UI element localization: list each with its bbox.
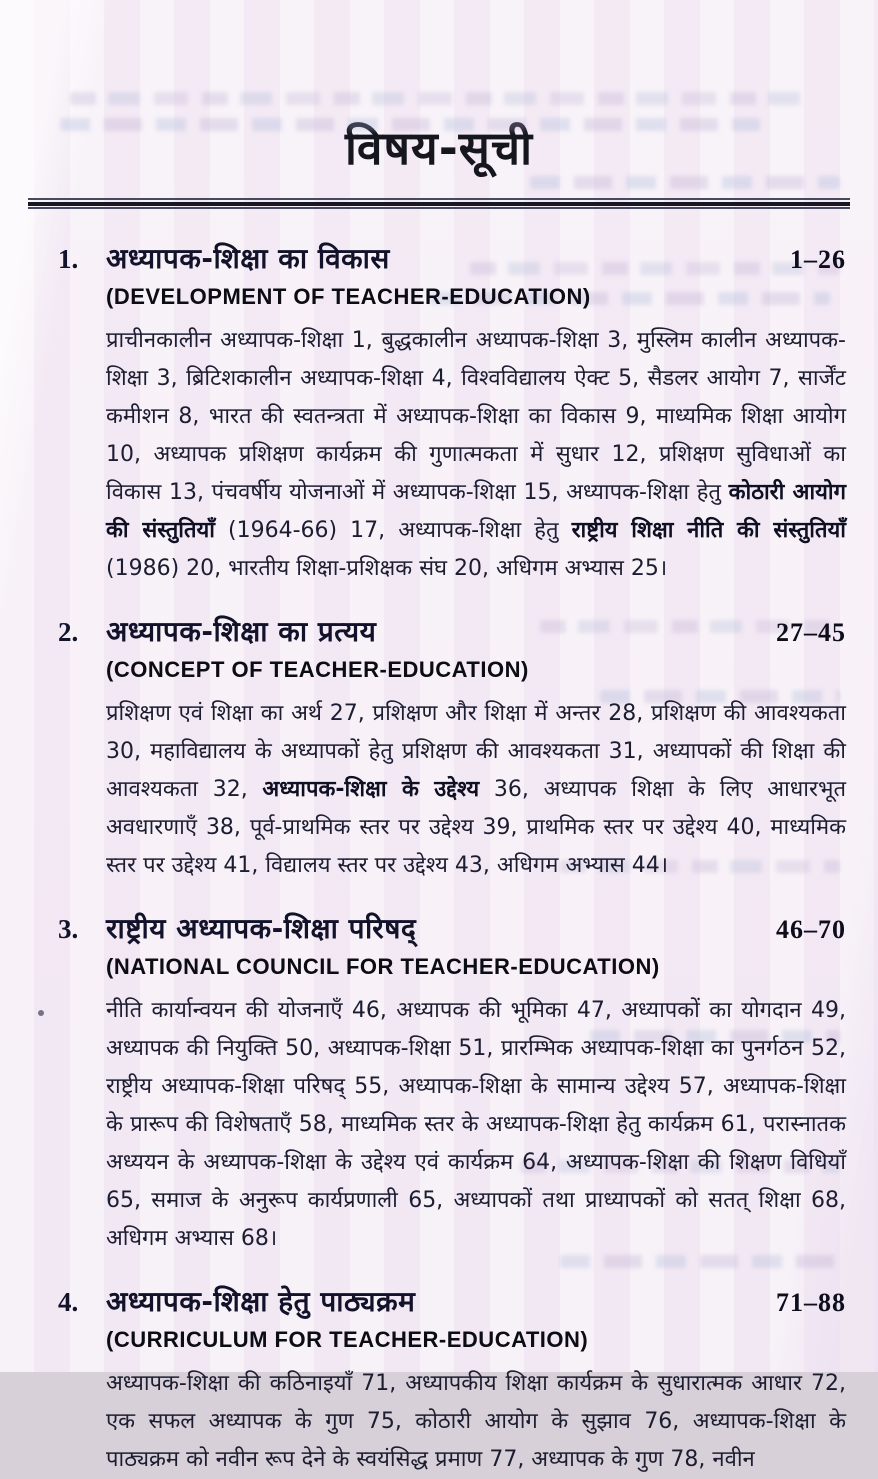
title-divider xyxy=(28,198,850,209)
entry-title-english: (CURRICULUM FOR TEACHER-EDUCATION) xyxy=(106,1327,589,1352)
toc-entry xyxy=(58,239,846,588)
entry-number: 1. xyxy=(58,244,79,274)
entry-description: अध्यापक-शिक्षा की कठिनाइयाँ 71, अध्यापकीय शिक्षा कार्यक्रम के सुधारात्मक आधार 72, एक सफल अध्यापक के गुण 75, कोठारी आयोग के सुझाव 76, अध्यापक-शिक्षा के पाठ्यक्रम को नवीन रूप देने के स्वयंसिद्ध प्रमाण 77, अध्यापक के गुण 78, नवीन xyxy=(106,1371,846,1472)
entry-page-range: 71–88 xyxy=(776,1288,846,1317)
entry-title-hindi: अध्यापक-शिक्षा का प्रत्यय xyxy=(106,615,377,648)
toc-entry-head xyxy=(58,909,846,947)
table-of-contents xyxy=(58,239,846,1479)
entry-description: प्राचीनकालीन अध्यापक-शिक्षा 1, बुद्धकालीन अध्यापक-शिक्षा 3, मुस्लिम कालीन अध्यापक-शिक्षा 3, ब्रिटिशकालीन अध्यापक-शिक्षा 4, विश्वविद्यालय ऐक्ट 5, सैडलर आयोग 7, सार्जेंट कमीशन 8, भारत की स्वतन्त्रता में अध्यापक-शिक्षा का विकास 9, माध्यमिक शिक्षा आयोग 10, अध्यापक प्रशिक्षण कार्यक्रम की गुणात्मकता में सुधार 12, प्रशिक्षण सुविधाओं का विकास 13, पंचवर्षीय योजनाओं में अध्यापक-शिक्षा 15, अध्यापक-शिक्षा हेतु कोठारी आयोग की संस्तुतियाँ (1964-66) 17, अध्यापक-शिक्षा हेतु राष्ट्रीय शिक्षा नीति की संस्तुतियाँ (1986) 20, भारतीय शिक्षा-प्रशिक्षक संघ 20, अधिगम अभ्यास 25। xyxy=(106,328,847,581)
entry-number: 2. xyxy=(58,617,79,647)
toc-entry-head xyxy=(58,1282,846,1320)
entry-title-english: (DEVELOPMENT OF TEACHER-EDUCATION) xyxy=(106,284,591,309)
entry-page-range: 1–26 xyxy=(790,245,846,274)
entry-title-hindi: अध्यापक-शिक्षा हेतु पाठ्यक्रम xyxy=(106,1285,416,1318)
entry-number: 3. xyxy=(58,914,79,944)
toc-entry-head xyxy=(58,239,846,277)
toc-entry-head xyxy=(58,612,846,650)
entry-title-hindi: राष्ट्रीय अध्यापक-शिक्षा परिषद् xyxy=(106,912,417,945)
page-title: विषय-सूची xyxy=(344,121,534,175)
entry-description: प्रशिक्षण एवं शिक्षा का अर्थ 27, प्रशिक्षण और शिक्षा में अन्तर 28, प्रशिक्षण की आवश्यकता 30, महाविद्यालय के अध्यापकों हेतु प्रशिक्षण की आवश्यकता 31, अध्यापकों की शिक्षा की आवश्यकता 32, अध्यापक-शिक्षा के उद्देश्य 36, अध्यापक शिक्षा के लिए आधारभूत अवधारणाएँ 38, पूर्व-प्राथमिक स्तर पर उद्देश्य 39, प्राथमिक स्तर पर उद्देश्य 40, माध्यमिक स्तर पर उद्देश्य 41, विद्यालय स्तर पर उद्देश्य 43, अधिगम अभ्यास 44। xyxy=(106,701,846,878)
entry-title-hindi: अध्यापक-शिक्षा का विकास xyxy=(106,242,390,275)
entry-page-range: 46–70 xyxy=(776,915,846,944)
entry-title-english: (NATIONAL COUNCIL FOR TEACHER-EDUCATION) xyxy=(106,954,660,979)
entry-title-english: (CONCEPT OF TEACHER-EDUCATION) xyxy=(106,657,529,682)
entry-page-range: 27–45 xyxy=(776,618,846,647)
toc-entry xyxy=(58,909,846,1258)
entry-number: 4. xyxy=(58,1287,79,1317)
toc-entry xyxy=(58,612,846,885)
ink-speck xyxy=(38,1010,44,1016)
entry-description: नीति कार्यान्वयन की योजनाएँ 46, अध्यापक की भूमिका 47, अध्यापकों का योगदान 49, अध्यापक की नियुक्ति 50, अध्यापक-शिक्षा 51, प्रारम्भिक अध्यापक-शिक्षा का पुनर्गठन 52, राष्ट्रीय अध्यापक-शिक्षा परिषद् 55, अध्यापक-शिक्षा के सामान्य उद्देश्य 57, अध्यापक-शिक्षा के प्रारूप की विशेषताएँ 58, माध्यमिक स्तर के अध्यापक-शिक्षा हेतु कार्यक्रम 61, परास्नातक अध्ययन के अध्यापक-शिक्षा के उद्देश्य एवं कार्यक्रम 64, अध्यापक-शिक्षा की शिक्षण विधियाँ 65, समाज के अनुरूप कार्यप्रणाली 65, अध्यापकों तथा प्राध्यापकों को सतत् शिक्षा 68, अधिगम अभ्यास 68। xyxy=(106,998,846,1251)
toc-entry xyxy=(58,1282,846,1479)
